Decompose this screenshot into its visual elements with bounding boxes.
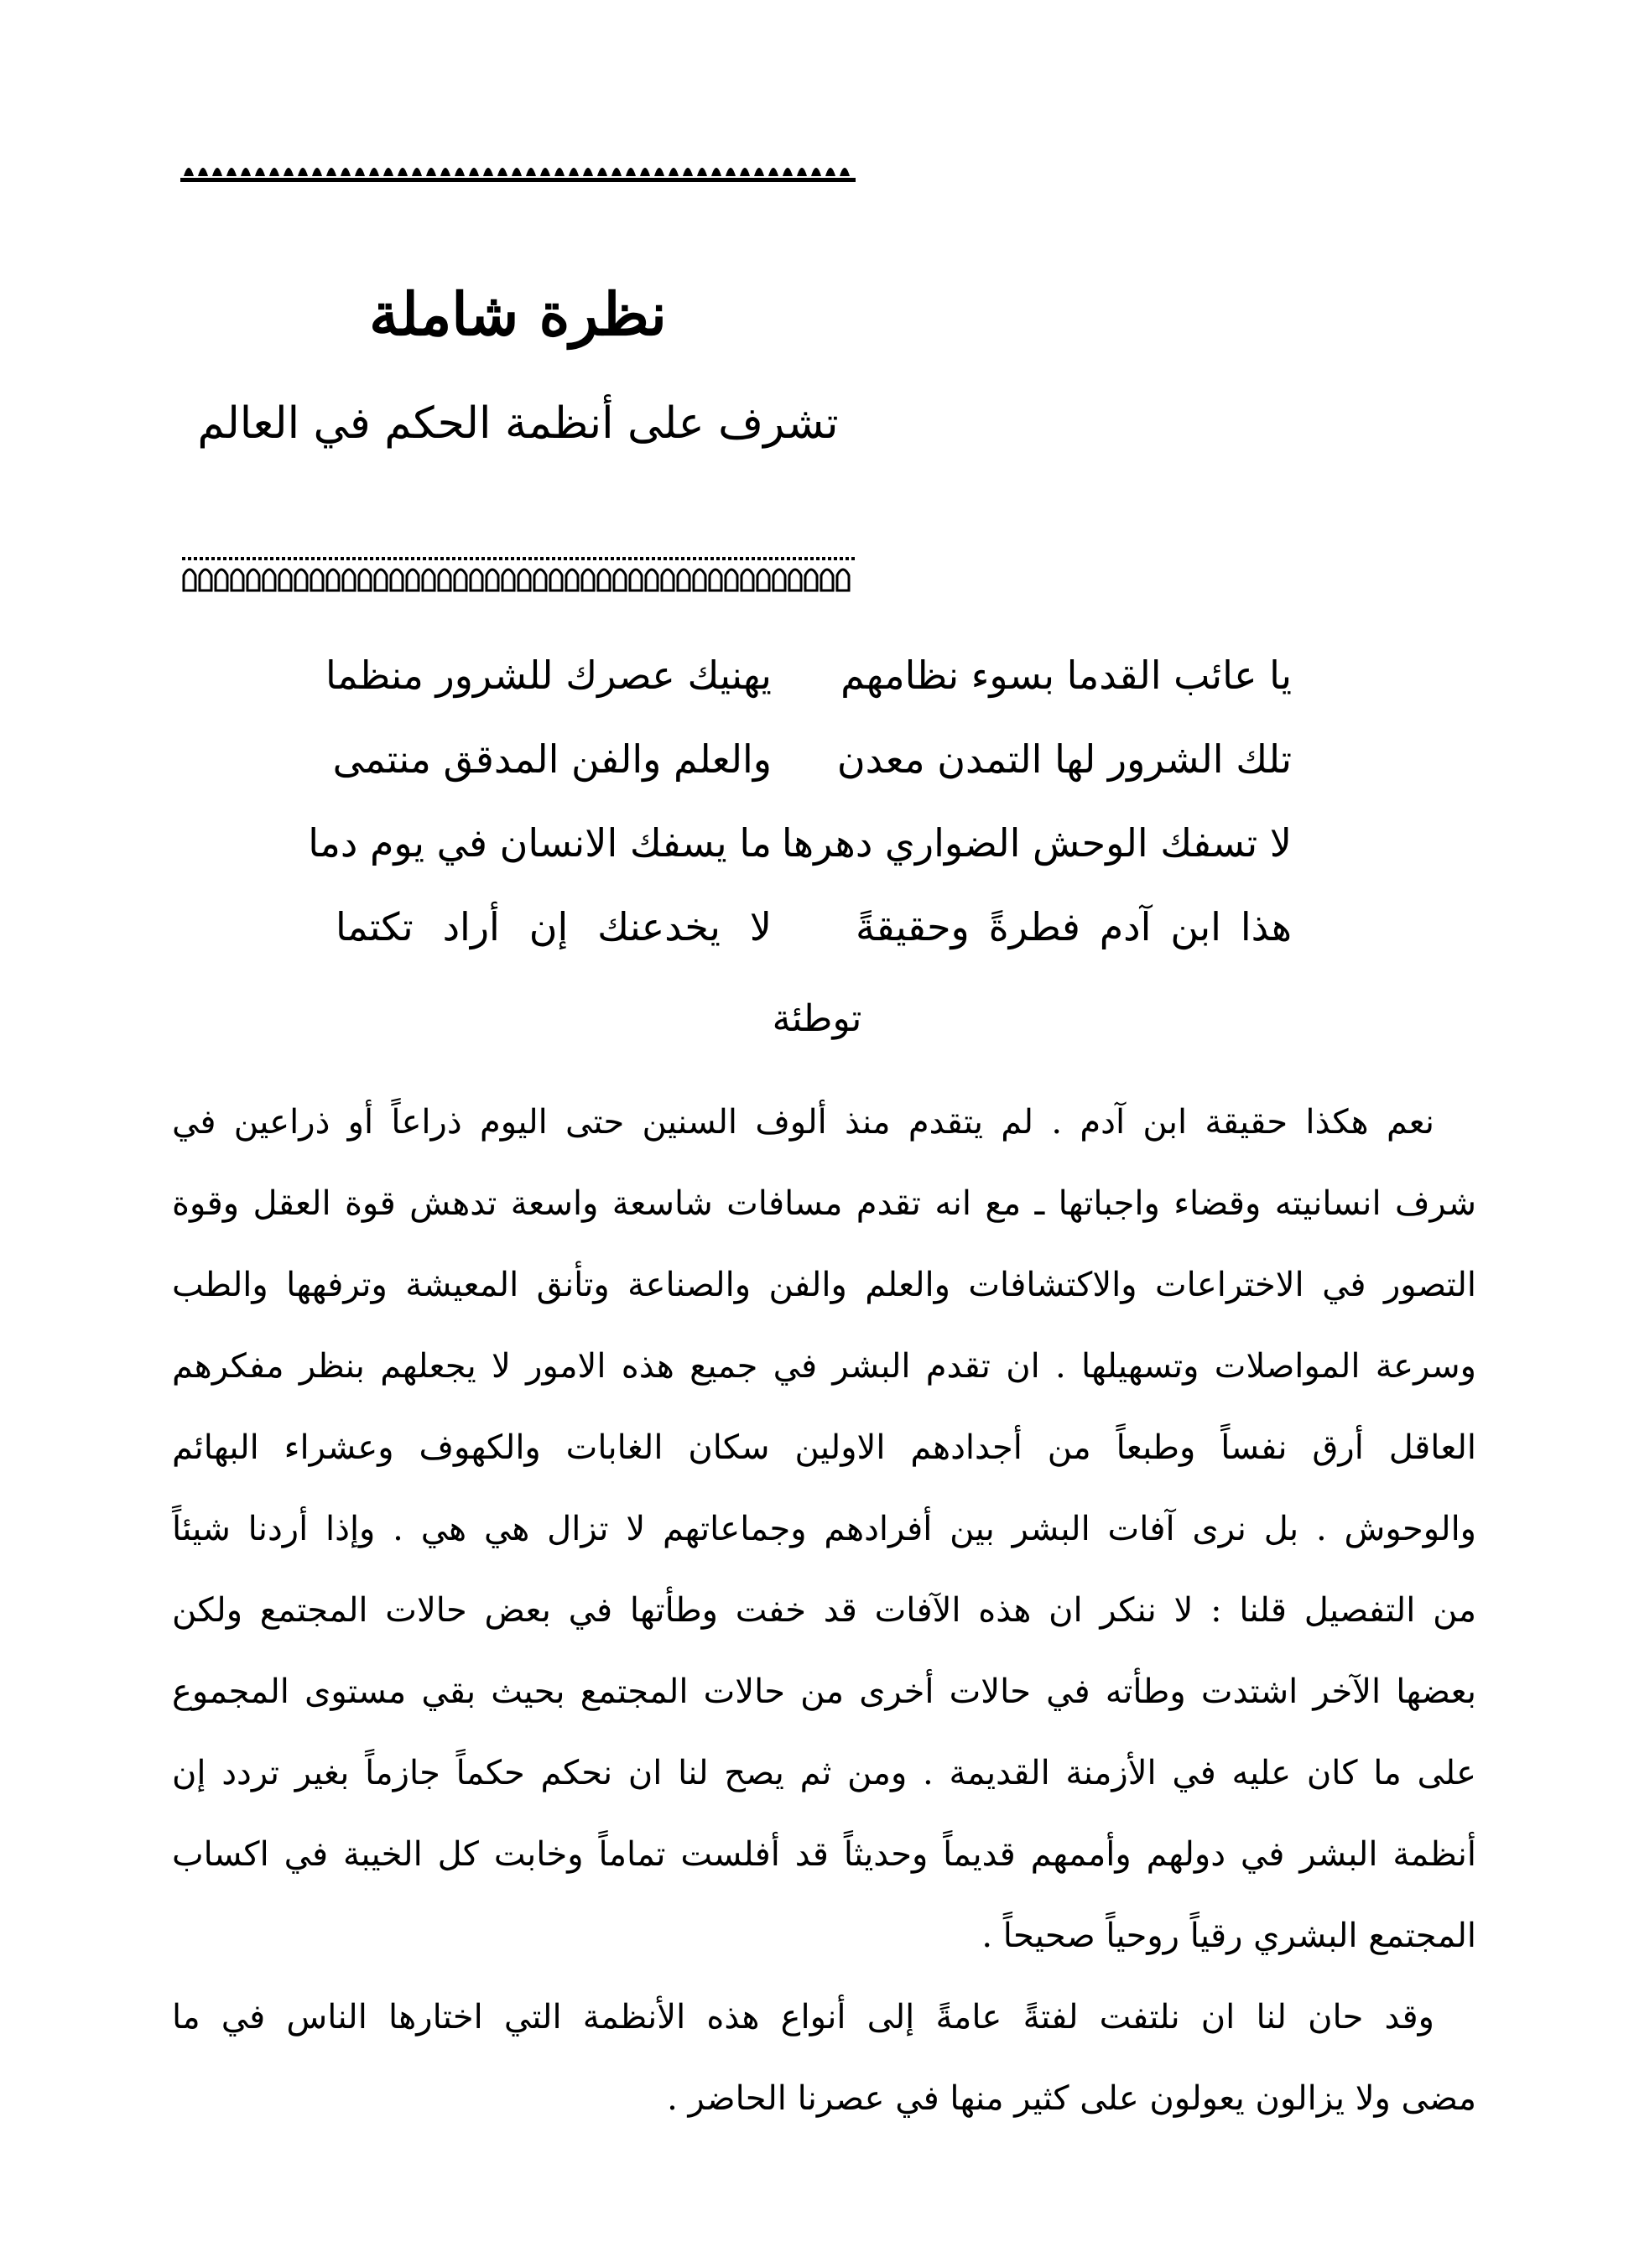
poem-verse (332, 728, 1292, 812)
poem-verse (308, 812, 1292, 896)
poem-second-hemistich: ما يسفك الانسان في يوم دما (308, 820, 772, 866)
paragraph-line: شرف انسانيته وقضاء واجباتها ـ مع انه تقدم مسافات شاسعة واسعة تدهش قوة العقل وقوة (172, 1184, 1476, 1223)
page-title: نظرة شاملة (369, 279, 667, 349)
paragraph-line: وقد حان لنا ان نلتفت لفتةً عامةً إلى أنواع هذه الأنظمة التي اختارها الناس في ما (172, 1998, 1434, 2037)
poem-second-hemistich: والعلم والفن المدقق منتمى (332, 736, 772, 782)
poem-verse (325, 644, 1292, 728)
paragraph-line: والوحوش . بل نرى آفات البشر بين أفرادهم وجماعاتهم لا تزال هي هي . وإذا أردنا شيئاً (172, 1510, 1476, 1548)
paragraph-line: التصور في الاختراعات والاكتشافات والعلم والفن والصناعة وتأنق المعيشة وترفهها والطب (172, 1266, 1476, 1304)
paragraph-line: وسرعة المواصلات وتسهيلها . ان تقدم البشر في جميع هذه الامور لا يجعلهم بنظر مفكرهم (172, 1347, 1476, 1386)
title-block (180, 0, 856, 554)
poem-second-hemistich: يهنيك عصرك للشرور منظما (325, 653, 772, 698)
ornament-border-middle (180, 554, 856, 596)
paragraph-line: العاقل أرق نفساً وطبعاً من أجدادهم الاولين سكان الغابات والكهوف وعشراء البهائم (172, 1428, 1476, 1467)
poem-second-hemistich: لا يخدعنك إن أراد تكتما (336, 904, 772, 949)
poem-first-hemistich: تلك الشرور لها التمدن معدن (836, 736, 1292, 782)
poem-first-hemistich: لا تسفك الوحش الضواري دهرها (781, 820, 1292, 866)
paragraph-line: المجتمع البشري رقياً روحياً صحيحاً . (981, 1917, 1476, 1955)
poem-verse (336, 896, 1292, 980)
page-subtitle: تشرف على أنظمة الحكم في العالم (197, 398, 839, 449)
poem-first-hemistich: هذا ابن آدم فطرةً وحقيقةً (856, 904, 1292, 949)
body-text (172, 1082, 1476, 2140)
paragraph-line: بعضها الآخر اشتدت وطأته في حالات أخرى من حالات المجتمع بحيث بقي مستوى المجموع (172, 1672, 1476, 1711)
paragraph-line: نعم هكذا حقيقة ابن آدم . لم يتقدم منذ ألوف السنين حتى اليوم ذراعاً أو ذراعين في (172, 1103, 1434, 1142)
poem (308, 644, 1292, 980)
paragraph-line: من التفصيل قلنا : لا ننكر ان هذه الآفات قد خفت وطأتها في بعض حالات المجتمع ولكن (172, 1591, 1476, 1630)
paragraph-line: مضى ولا يزالون يعولون على كثير منها في عصرنا الحاضر . (667, 2079, 1476, 2118)
paragraph-line: على ما كان عليه في الأزمنة القديمة . ومن ثم يصح لنا ان نحكم حكماً جازماً بغير تردد إن (172, 1754, 1476, 1792)
poem-first-hemistich: يا عائب القدما بسوء نظامهم (840, 653, 1292, 698)
paragraph-line: أنظمة البشر في دولهم وأممهم قديماً وحديثاً قد أفلست تماماً وخابت كل الخيبة في اكساب (172, 1835, 1476, 1874)
section-heading: توطئة (772, 997, 862, 1040)
